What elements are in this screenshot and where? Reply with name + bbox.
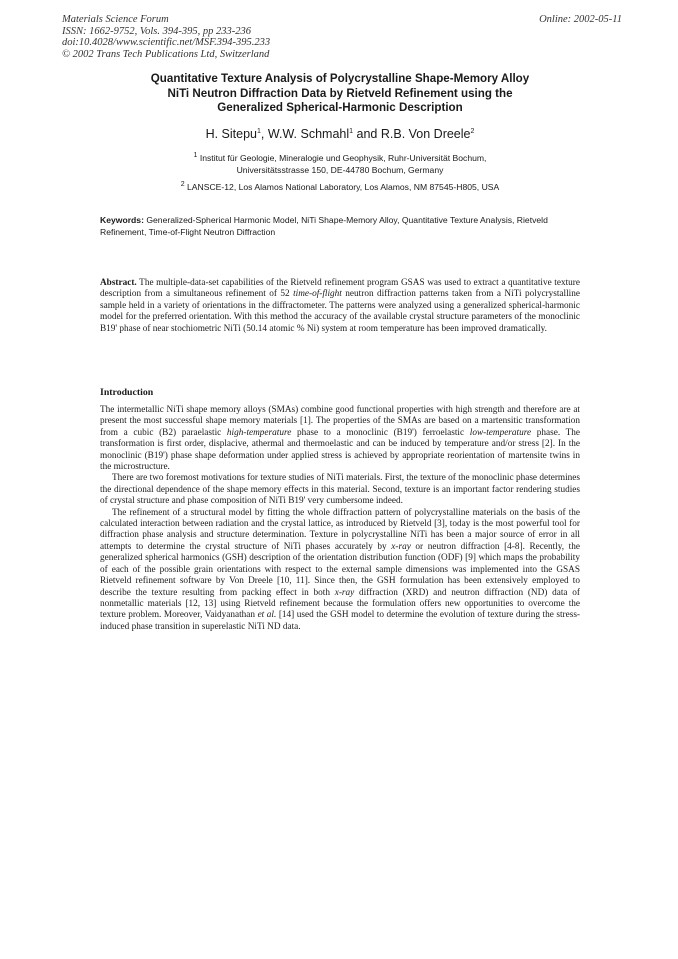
- intro-emphasis: x-ray: [334, 587, 355, 598]
- affiliation-1: [90, 153, 590, 176]
- intro-paragraph-3: [100, 508, 580, 633]
- affiliation-1-number: 1: [193, 152, 198, 160]
- author-list: [80, 127, 600, 142]
- journal-name: Materials Science Forum: [62, 14, 169, 25]
- author-von-dreele-affil: 2: [470, 127, 475, 135]
- introduction-body: [100, 405, 580, 633]
- intro-emphasis: low-temperature: [469, 427, 532, 438]
- title-line-2: NiTi Neutron Diffraction Data by Rietveld Refinement using the: [167, 86, 513, 100]
- intro-emphasis: x-ray: [391, 541, 411, 552]
- abstract-emphasis: time-of-flight: [293, 289, 342, 300]
- doi-line: doi:10.4028/www.scientific.net/MSF.394-395.233: [62, 37, 271, 48]
- intro-emphasis: high-temperature: [226, 427, 292, 438]
- author-separator: and: [353, 127, 381, 141]
- affiliation-2-number: 2: [180, 181, 185, 189]
- section-heading-introduction: Introduction: [100, 387, 154, 398]
- author-schmahl-affil: 1: [349, 127, 354, 135]
- author-sitepu-affil: 1: [257, 127, 261, 135]
- intro-text: or neutron diffraction [4-8]. Recently, the generalized spherical harmonics (GSH) description of the orientation distribution function (ODF) [9] which maps the probability of each of the possible grain orientations with respect to the external sample dimensions was implemented into the GSAS Rietveld refinement software by Von Dreele [10, 11]. Since then, the GSH formulation has been extensively employed to describe the texture resulting from packing effect in both: [100, 541, 580, 598]
- affiliation-1-line-1: Institut für Geologie, Mineralogie und Geophysik, Ruhr-Universität Bochum,: [199, 153, 487, 163]
- title-line-1: Quantitative Texture Analysis of Polycrystalline Shape-Memory Alloy: [150, 72, 530, 85]
- intro-paragraph-2: There are two foremost motivations for texture studies of NiTi materials. First, the texture of the monoclinic phase determines the directional dependence of the shape memory effects in this material. Second, texture is an important factor rendering studies of crystal structure and phase composition of NiTi B19' very cumbersome indeed.: [100, 473, 580, 507]
- issn-line: ISSN: 1662-9752, Vols. 394-395, pp 233-236: [62, 25, 251, 37]
- publication-header: [62, 14, 622, 60]
- intro-text: [14] used the GSH model to determine the evolution of texture during the stress-induced phase transition in superelastic NiTi ND data.: [100, 610, 580, 632]
- author-separator: ,: [260, 127, 268, 141]
- intro-text: diffraction (XRD) and neutron diffraction (ND) data of nonmetallic materials [12, 13] using Rietveld refinement because the formulation offers new opportunities to overcome the texture problem. Moreover, Vaidyanathan: [100, 587, 580, 621]
- copyright-line: © 2002 Trans Tech Publications Ltd, Switzerland: [62, 48, 270, 60]
- intro-text: The refinement of a structural model by fitting the whole diffraction pattern of polycrystalline materials on the basis of the calculated interaction between radiation and the crystal lattice, as introduced by Rietveld [3], today is the most powerful tool for diffraction phase analysis and structure determination. Texture in polycrystalline NiTi has been a major source of error in all attempts to determine the crystal structure of NiTi phases accurately by: [100, 507, 580, 552]
- intro-emphasis: et al.: [257, 610, 277, 621]
- intro-text: The intermetallic NiTi shape memory alloys (SMAs) combine good functional properties with high strength and therefore are at present the most successful shape memory materials [1]. The properties of the SMAs are based on a martensitic transformation from a cubic (B2) paraelastic: [100, 405, 580, 438]
- abstract: [100, 278, 580, 335]
- author-sitepu: H. Sitepu: [205, 127, 257, 141]
- abstract-text: neutron diffraction patterns taken from a NiTi polycrystalline sample held in a variety of orientations in the diffractometer. The patterns were analyzed using a generalized spherical-harmonic model for the preferred orientation. With this method the accuracy of the available crystal structure parameters of the monoclinic B19' phase of near stochiometric NiTi (50.14 atomic % Ni) system at room temperature has been improved dramatically.: [100, 289, 580, 334]
- abstract-text: The multiple-data-set capabilities of the Rietveld refinement program GSAS was used to extract a quantitative texture description from a simultaneous refinement of 52: [100, 278, 580, 300]
- keywords-text: Generalized-Spherical Harmonic Model, NiTi Shape-Memory Alloy, Quantitative Texture Analysis, Rietveld Refinement, Time-of-Flight Neutron Diffraction: [100, 215, 548, 237]
- intro-paragraph-1: [100, 405, 580, 473]
- keywords: [100, 215, 580, 238]
- author-schmahl: W.W. Schmahl: [267, 127, 350, 141]
- affiliation-2-text: LANSCE-12, Los Alamos National Laboratory, Los Alamos, NM 87545-H805, USA: [187, 182, 500, 192]
- abstract-label: Abstract.: [100, 278, 137, 288]
- affiliation-2: [90, 182, 590, 194]
- intro-text: phase. The transformation is first order, displacive, athermal and thermoelastic and can be induced by temperature and/or stress [2]. In the monoclinic (B19') phase shape deformation under applied stress is achieved by appropriate reorientation of martensite twins in the microstructure.: [100, 427, 580, 473]
- online-date: Online: 2002-05-11: [539, 14, 622, 25]
- affiliation-1-line-2: Universitätsstrasse 150, DE-44780 Bochum, Germany: [236, 164, 444, 175]
- intro-text: phase to a monoclinic (B19') ferroelastic: [291, 427, 470, 438]
- paper-title: [80, 72, 600, 116]
- title-line-3: Generalized Spherical-Harmonic Description: [217, 101, 463, 114]
- author-von-dreele: R.B. Von Dreele: [380, 127, 471, 141]
- keywords-label: Keywords:: [100, 215, 144, 225]
